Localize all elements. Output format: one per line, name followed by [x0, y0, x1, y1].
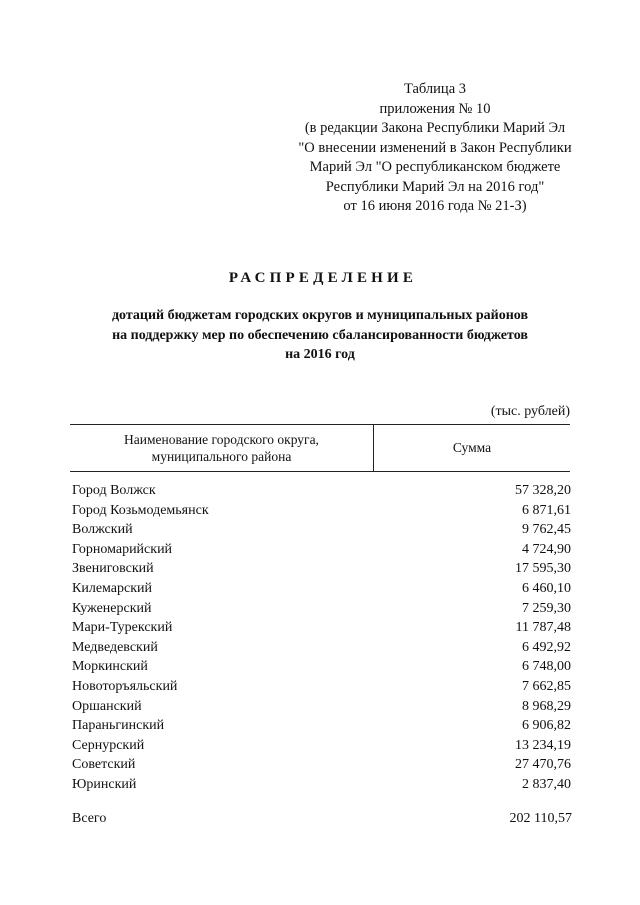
header-line: Марий Эл "О республиканском бюджете	[309, 159, 561, 175]
row-value: 11 787,48	[515, 620, 571, 636]
row-name: Новоторъяльский	[72, 678, 178, 694]
header-line: (в редакции Закона Республики Марий Эл	[304, 120, 566, 136]
row-value: 6 748,00	[522, 659, 571, 675]
row-value: 6 460,10	[522, 580, 571, 596]
appendix-header	[270, 80, 600, 217]
subtitle-line: дотаций бюджетам городских округов и муниципальных районов	[111, 308, 529, 323]
row-name: Параньгинский	[72, 718, 165, 734]
row-value: 8 968,29	[522, 698, 571, 714]
row-name: Килемарский	[72, 580, 153, 596]
subtitle-line: на 2016 год	[285, 347, 355, 362]
row-name: Звениговский	[72, 561, 154, 577]
row-value: 4 724,90	[522, 541, 571, 557]
row-value: 6 906,82	[522, 718, 571, 734]
row-name: Мари-Турекский	[72, 620, 173, 636]
table-row	[72, 540, 572, 560]
row-name: Куженерский	[72, 600, 152, 616]
row-value: 7 259,30	[522, 600, 571, 616]
row-name: Оршанский	[72, 698, 142, 714]
subtitle-line: на поддержку мер по обеспечению сбалансированности бюджетов	[112, 327, 528, 343]
table-row	[72, 638, 572, 658]
column-header-name-line: Наименование городского округа,	[124, 432, 319, 447]
table-row	[72, 657, 572, 677]
row-name: Город Волжск	[72, 483, 156, 498]
row-name: Медведевский	[72, 639, 158, 655]
column-header-sum: Сумма	[452, 440, 492, 455]
row-value: 13 234,19	[515, 737, 571, 753]
row-name: Горномарийский	[72, 541, 173, 557]
total-label: Всего	[72, 811, 107, 826]
table-row	[72, 520, 572, 540]
header-line: приложения № 10	[379, 100, 491, 117]
header-line: "О внесении изменений в Закон Республики	[298, 139, 572, 156]
row-value: 9 762,45	[522, 522, 571, 538]
row-name: Волжский	[72, 522, 133, 538]
header-line: Таблица 3	[403, 81, 466, 97]
table-body	[72, 481, 572, 795]
table-row	[72, 677, 572, 697]
units-label: (тыс. рублей)	[490, 404, 570, 419]
column-header-name	[70, 425, 374, 471]
table-row	[72, 501, 572, 521]
table-header	[70, 424, 570, 472]
table-row	[72, 755, 572, 775]
table-row	[72, 716, 572, 736]
table-row	[72, 697, 572, 717]
row-name: Город Козьмодемьянск	[72, 502, 209, 518]
table-row	[72, 599, 572, 619]
header-line: Республики Марий Эл на 2016 год"	[325, 178, 545, 195]
total-value: 202 110,57	[509, 811, 572, 826]
row-name: Юринский	[72, 776, 137, 792]
row-value: 27 470,76	[515, 757, 571, 773]
row-value: 7 662,85	[522, 678, 571, 694]
table-row	[72, 618, 572, 638]
row-value: 57 328,20	[515, 483, 571, 498]
row-name: Советский	[72, 757, 136, 773]
row-value: 6 492,92	[522, 639, 571, 655]
document-title: РАСПРЕДЕЛЕНИЕ	[228, 270, 418, 286]
row-name: Моркинский	[72, 659, 148, 675]
table-row	[72, 775, 572, 795]
row-name: Сернурский	[72, 737, 145, 753]
table-row	[72, 579, 572, 599]
table-row	[72, 481, 572, 501]
row-value: 17 595,30	[515, 561, 571, 577]
row-value: 6 871,61	[522, 502, 571, 518]
row-value: 2 837,40	[522, 776, 571, 792]
total-row	[72, 811, 572, 827]
table-row	[72, 559, 572, 579]
header-line: от 16 июня 2016 года № 21-З)	[343, 198, 527, 214]
document-subtitle	[0, 306, 640, 365]
table-row	[72, 736, 572, 756]
column-header-name-line: муниципального района	[151, 449, 292, 464]
